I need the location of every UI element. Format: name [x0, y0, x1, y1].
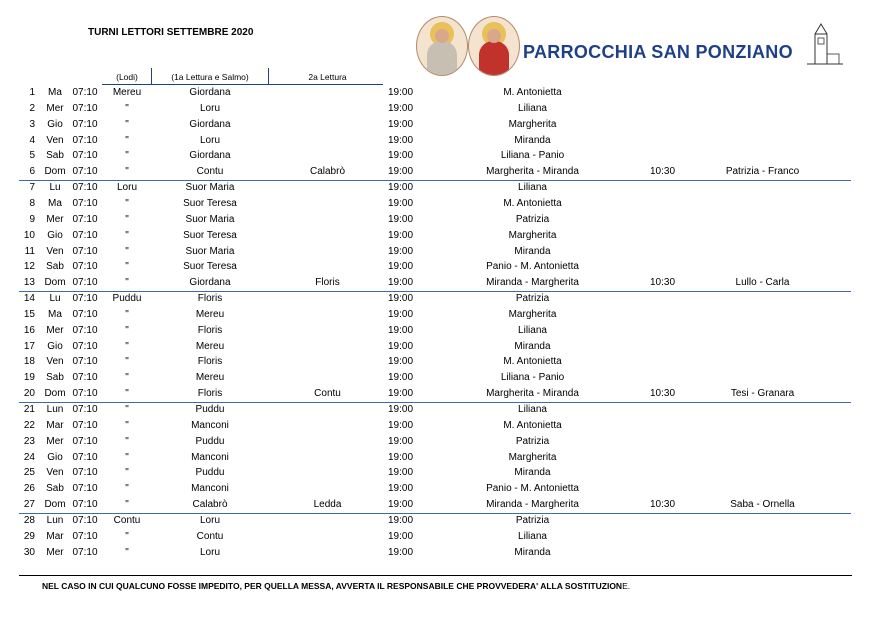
table-row — [0, 530, 877, 545]
cell-l1: Floris — [197, 293, 223, 305]
table-row — [0, 165, 877, 180]
cell-lodi: " — [125, 245, 129, 257]
cell-sun-time: 10:30 — [650, 388, 676, 400]
cell-lodi: " — [125, 324, 129, 336]
cell-time: 07:10 — [72, 197, 98, 209]
cell-time: 07:10 — [72, 514, 98, 526]
cell-lodi: Contu — [113, 514, 141, 526]
cell-l2: Calabrò — [309, 166, 346, 178]
cell-evening: 19:00 — [388, 404, 414, 415]
cell-day: Mar — [46, 530, 64, 542]
cell-evening-readers: M. Antonietta — [503, 419, 562, 431]
cell-time: 07:10 — [72, 308, 98, 320]
table-row — [0, 229, 877, 244]
cell-l1: Mereu — [195, 340, 225, 352]
cell-evening: 19:00 — [388, 514, 414, 526]
header-second-reading: 2a Lettura — [308, 72, 347, 82]
header-underline — [102, 84, 383, 85]
cell-evening: 19:00 — [388, 245, 414, 257]
cell-day: Sab — [46, 150, 64, 162]
cell-evening-readers: Patrizia — [515, 213, 550, 225]
table-row — [0, 149, 877, 164]
cell-evening-readers: Margherita — [508, 451, 557, 463]
cell-time: 07:10 — [72, 546, 98, 558]
cell-l1: Floris — [197, 356, 223, 368]
cell-num: 9 — [29, 213, 35, 225]
cell-lodi: " — [125, 435, 129, 447]
cell-num: 18 — [23, 356, 35, 368]
cell-evening: 19:00 — [388, 324, 414, 336]
cell-evening-readers: M. Antonietta — [503, 87, 562, 98]
table-row — [0, 102, 877, 117]
table-row — [0, 419, 877, 434]
cell-sun-readers: Patrizia - Franco — [725, 166, 800, 178]
cell-lodi: " — [125, 372, 129, 384]
table-row — [0, 197, 877, 212]
cell-evening: 19:00 — [388, 483, 414, 495]
cell-evening-readers: M. Antonietta — [503, 197, 562, 209]
cell-lodi: " — [125, 102, 129, 114]
cell-l1: Loru — [199, 514, 220, 526]
cell-l1: Suor Maria — [185, 245, 235, 257]
cell-num: 8 — [29, 197, 35, 209]
cell-l1: Loru — [199, 546, 220, 558]
cell-l1: Mereu — [195, 372, 225, 384]
cell-evening: 19:00 — [388, 150, 414, 162]
cell-num: 13 — [23, 277, 35, 289]
table-row — [0, 340, 877, 355]
cell-time: 07:10 — [72, 229, 98, 241]
cell-day: Gio — [47, 229, 63, 241]
cell-day: Gio — [47, 118, 63, 130]
table-row — [0, 134, 877, 149]
cell-l1: Calabrò — [192, 499, 228, 511]
cell-evening-readers: Liliana — [518, 530, 547, 542]
cell-evening-readers: Miranda — [514, 340, 551, 352]
cell-num: 1 — [29, 87, 35, 98]
cell-evening: 19:00 — [388, 467, 414, 479]
header-first-reading: (1a Lettura e Salmo) — [171, 72, 249, 82]
cell-time: 07:10 — [72, 530, 98, 542]
table-row — [0, 118, 877, 133]
cell-l2: Contu — [314, 388, 341, 400]
cell-lodi: " — [125, 166, 129, 178]
cell-l1: Suor Maria — [185, 213, 235, 225]
cell-evening-readers: Margherita — [508, 118, 557, 130]
cell-num: 11 — [24, 245, 35, 257]
cell-l1: Suor Teresa — [183, 197, 237, 209]
cell-evening-readers: Miranda - Margherita — [486, 499, 579, 511]
cell-day: Mer — [46, 213, 64, 225]
table-row — [0, 213, 877, 228]
cell-time: 07:10 — [72, 87, 98, 98]
cell-sun-readers: Tesi - Granara — [730, 388, 795, 400]
cell-l1: Giordana — [189, 118, 231, 130]
cell-l1: Floris — [197, 324, 223, 336]
table-row — [0, 86, 877, 101]
cell-day: Mar — [46, 419, 64, 431]
cell-num: 6 — [29, 166, 35, 178]
cell-evening: 19:00 — [388, 530, 414, 542]
cell-evening: 19:00 — [388, 499, 414, 511]
cell-evening-readers: Patrizia — [515, 514, 550, 526]
cell-evening: 19:00 — [388, 102, 414, 114]
footer-note-bold: NEL CASO IN CUI QUALCUNO FOSSE IMPEDITO, PER QUELLA MESSA, AVVERTA IL RESPONSABILE CHE PROVVEDERA' ALLA SOSTITUZION — [42, 581, 623, 591]
cell-lodi: " — [125, 229, 129, 241]
cell-num: 27 — [23, 499, 35, 511]
table-row — [0, 260, 877, 275]
cell-evening-readers: Miranda - Margherita — [486, 277, 579, 289]
cell-evening-readers: Patrizia — [515, 435, 550, 447]
table-row — [0, 371, 877, 386]
cell-evening: 19:00 — [388, 340, 414, 352]
cell-lodi: " — [125, 388, 129, 400]
footer-divider — [19, 575, 852, 576]
cell-lodi: " — [125, 530, 129, 542]
cell-day: Mer — [46, 546, 64, 558]
cell-sun-readers: Lullo - Carla — [735, 277, 790, 289]
cell-evening: 19:00 — [388, 229, 414, 241]
table-row — [0, 308, 877, 323]
cell-day: Gio — [47, 451, 63, 463]
cell-time: 07:10 — [72, 499, 98, 511]
cell-evening: 19:00 — [388, 182, 414, 194]
cell-time: 07:10 — [72, 293, 98, 305]
cell-lodi: Loru — [116, 182, 137, 194]
cell-num: 17 — [23, 340, 35, 352]
cell-evening-readers: Miranda — [514, 546, 551, 558]
table-row — [0, 451, 877, 466]
table-row — [0, 514, 877, 529]
cell-num: 12 — [23, 261, 35, 273]
cell-l1: Suor Teresa — [183, 229, 237, 241]
cell-lodi: " — [125, 134, 129, 146]
cell-evening-readers: Patrizia — [515, 293, 550, 305]
cell-time: 07:10 — [72, 340, 98, 352]
cell-time: 07:10 — [72, 451, 98, 463]
saint-medallion — [468, 16, 520, 76]
cell-num: 19 — [23, 372, 35, 384]
cell-day: Ven — [46, 467, 64, 479]
cell-evening: 19:00 — [388, 546, 414, 558]
cell-evening: 19:00 — [388, 261, 414, 273]
cell-l1: Floris — [197, 388, 223, 400]
cell-num: 7 — [29, 182, 35, 194]
cell-l1: Manconi — [191, 419, 229, 431]
cell-l1: Manconi — [191, 451, 229, 463]
table-row — [0, 466, 877, 481]
table-row — [0, 498, 877, 513]
cell-lodi: " — [125, 404, 129, 415]
cell-evening: 19:00 — [388, 372, 414, 384]
cell-l1: Giordana — [189, 150, 231, 162]
cell-evening: 19:00 — [388, 118, 414, 130]
cell-l1: Suor Maria — [185, 182, 235, 194]
cell-time: 07:10 — [72, 150, 98, 162]
cell-day: Ven — [46, 245, 64, 257]
cell-day: Gio — [47, 340, 63, 352]
cell-lodi: " — [125, 340, 129, 352]
cell-lodi: " — [125, 213, 129, 225]
cell-sun-time: 10:30 — [650, 277, 676, 289]
cell-time: 07:10 — [72, 166, 98, 178]
cell-l1: Mereu — [195, 308, 225, 320]
cell-evening: 19:00 — [388, 213, 414, 225]
cell-evening-readers: Liliana - Panio — [500, 372, 565, 384]
cell-time: 07:10 — [72, 261, 98, 273]
cell-lodi: " — [125, 356, 129, 368]
cell-evening-readers: Margherita — [508, 229, 557, 241]
cell-l1: Loru — [199, 134, 220, 146]
cell-l1: Suor Teresa — [183, 261, 237, 273]
cell-num: 2 — [29, 102, 35, 114]
cell-num: 21 — [23, 404, 35, 415]
cell-l1: Puddu — [195, 435, 225, 447]
cell-evening: 19:00 — [388, 356, 414, 368]
cell-num: 30 — [23, 546, 35, 558]
cell-time: 07:10 — [72, 356, 98, 368]
cell-day: Sab — [46, 483, 64, 495]
table-row — [0, 181, 877, 196]
cell-time: 07:10 — [72, 435, 98, 447]
cell-evening: 19:00 — [388, 388, 414, 400]
cell-day: Dom — [44, 388, 66, 400]
cell-evening-readers: Liliana - Panio — [500, 150, 565, 162]
cell-evening-readers: Margherita - Miranda — [486, 166, 579, 178]
cell-evening: 19:00 — [388, 419, 414, 431]
table-row — [0, 292, 877, 307]
cell-l1: Manconi — [191, 483, 229, 495]
footer-note-tail: E. — [622, 581, 631, 591]
cell-evening-readers: M. Antonietta — [503, 356, 562, 368]
cell-evening-readers: Liliana — [518, 182, 547, 194]
cell-num: 5 — [29, 150, 35, 162]
cell-evening-readers: Liliana — [518, 404, 547, 415]
cell-day: Lu — [49, 182, 61, 194]
cell-evening: 19:00 — [388, 451, 414, 463]
table-row — [0, 403, 877, 418]
cell-lodi: " — [125, 197, 129, 209]
cell-l1: Puddu — [195, 404, 225, 415]
table-row — [0, 546, 877, 561]
cell-evening-readers: Miranda — [514, 245, 551, 257]
table-row — [0, 482, 877, 497]
cell-time: 07:10 — [72, 483, 98, 495]
cell-num: 10 — [23, 229, 35, 241]
cell-day: Dom — [44, 166, 66, 178]
cell-num: 25 — [23, 467, 35, 479]
cell-time: 07:10 — [72, 419, 98, 431]
cell-day: Ma — [48, 197, 62, 209]
cell-time: 07:10 — [72, 118, 98, 130]
cell-l1: Loru — [199, 102, 220, 114]
cell-day: Ven — [46, 134, 64, 146]
cell-lodi: " — [125, 451, 129, 463]
cell-time: 07:10 — [72, 134, 98, 146]
cell-evening: 19:00 — [388, 277, 414, 289]
cell-lodi: Puddu — [112, 293, 142, 305]
cell-lodi: " — [125, 118, 129, 130]
cell-time: 07:10 — [72, 102, 98, 114]
cell-num: 4 — [29, 134, 35, 146]
cell-num: 3 — [29, 118, 35, 130]
cell-l1: Giordana — [189, 277, 231, 289]
cell-num: 14 — [23, 293, 35, 305]
header-lodi: (Lodi) — [116, 72, 138, 82]
bell-tower-icon — [807, 22, 843, 72]
parish-name: PARROCCHIA SAN PONZIANO — [523, 42, 793, 62]
cell-sun-time: 10:30 — [650, 499, 676, 511]
cell-time: 07:10 — [72, 372, 98, 384]
cell-evening: 19:00 — [388, 87, 414, 98]
cell-lodi: " — [125, 261, 129, 273]
cell-l2: Ledda — [313, 499, 342, 511]
cell-evening-readers: Liliana — [518, 324, 547, 336]
cell-time: 07:10 — [72, 467, 98, 479]
cell-time: 07:10 — [72, 404, 98, 415]
cell-evening: 19:00 — [388, 166, 414, 178]
cell-evening: 19:00 — [388, 134, 414, 146]
table-row — [0, 276, 877, 291]
cell-time: 07:10 — [72, 245, 98, 257]
cell-lodi: " — [125, 308, 129, 320]
cell-day: Ven — [46, 356, 64, 368]
cell-sun-time: 10:30 — [650, 166, 676, 178]
cell-evening-readers: Panio - M. Antonietta — [486, 261, 579, 273]
cell-day: Dom — [44, 499, 66, 511]
saints-logo — [416, 16, 520, 78]
cell-num: 22 — [23, 419, 35, 431]
cell-lodi: Mereu — [112, 87, 142, 98]
cell-lodi: " — [125, 277, 129, 289]
cell-l2: Floris — [315, 277, 340, 289]
cell-day: Mer — [46, 435, 64, 447]
cell-time: 07:10 — [72, 182, 98, 194]
cell-l1: Giordana — [189, 87, 231, 98]
cell-evening-readers: Miranda — [514, 134, 551, 146]
cell-evening-readers: Margherita — [508, 308, 557, 320]
cell-day: Sab — [46, 261, 64, 273]
cell-num: 26 — [23, 483, 35, 495]
header-divider — [268, 68, 269, 84]
cell-day: Sab — [46, 372, 64, 384]
cell-evening-readers: Margherita - Miranda — [486, 388, 579, 400]
cell-day: Mer — [46, 324, 64, 336]
cell-day: Ma — [48, 87, 62, 98]
cell-time: 07:10 — [72, 324, 98, 336]
cell-day: Lun — [46, 514, 64, 526]
cell-evening: 19:00 — [388, 308, 414, 320]
table-row — [0, 435, 877, 450]
footer-note — [42, 581, 630, 591]
cell-evening: 19:00 — [388, 435, 414, 447]
cell-l1: Puddu — [195, 467, 225, 479]
table-row — [0, 245, 877, 260]
cell-day: Mer — [46, 102, 64, 114]
cell-evening: 19:00 — [388, 197, 414, 209]
table-row — [0, 355, 877, 370]
cell-num: 23 — [23, 435, 35, 447]
cell-day: Lu — [49, 293, 61, 305]
cell-l1: Contu — [196, 530, 224, 542]
cell-lodi: " — [125, 483, 129, 495]
cell-num: 24 — [23, 451, 35, 463]
cell-day: Ma — [48, 308, 62, 320]
cell-evening: 19:00 — [388, 293, 414, 305]
cell-time: 07:10 — [72, 213, 98, 225]
page-title: TURNI LETTORI SETTEMBRE 2020 — [88, 27, 254, 38]
cell-num: 20 — [23, 388, 35, 400]
cell-lodi: " — [125, 467, 129, 479]
saint-ponziano-medallion — [416, 16, 468, 76]
table-row — [0, 324, 877, 339]
cell-num: 16 — [23, 324, 35, 336]
cell-lodi: " — [125, 419, 129, 431]
cell-sun-readers: Saba - Ornella — [730, 499, 795, 511]
cell-time: 07:10 — [72, 277, 98, 289]
cell-num: 15 — [23, 308, 35, 320]
cell-evening-readers: Miranda — [514, 467, 551, 479]
cell-num: 29 — [23, 530, 35, 542]
cell-lodi: " — [125, 499, 129, 511]
table-row — [0, 387, 877, 402]
cell-day: Lun — [46, 404, 64, 415]
cell-lodi: " — [125, 150, 129, 162]
cell-time: 07:10 — [72, 388, 98, 400]
cell-lodi: " — [125, 546, 129, 558]
cell-evening-readers: Liliana — [518, 102, 547, 114]
cell-l1: Contu — [196, 166, 224, 178]
cell-evening-readers: Panio - M. Antonietta — [486, 483, 579, 495]
cell-num: 28 — [23, 514, 35, 526]
cell-day: Dom — [44, 277, 66, 289]
